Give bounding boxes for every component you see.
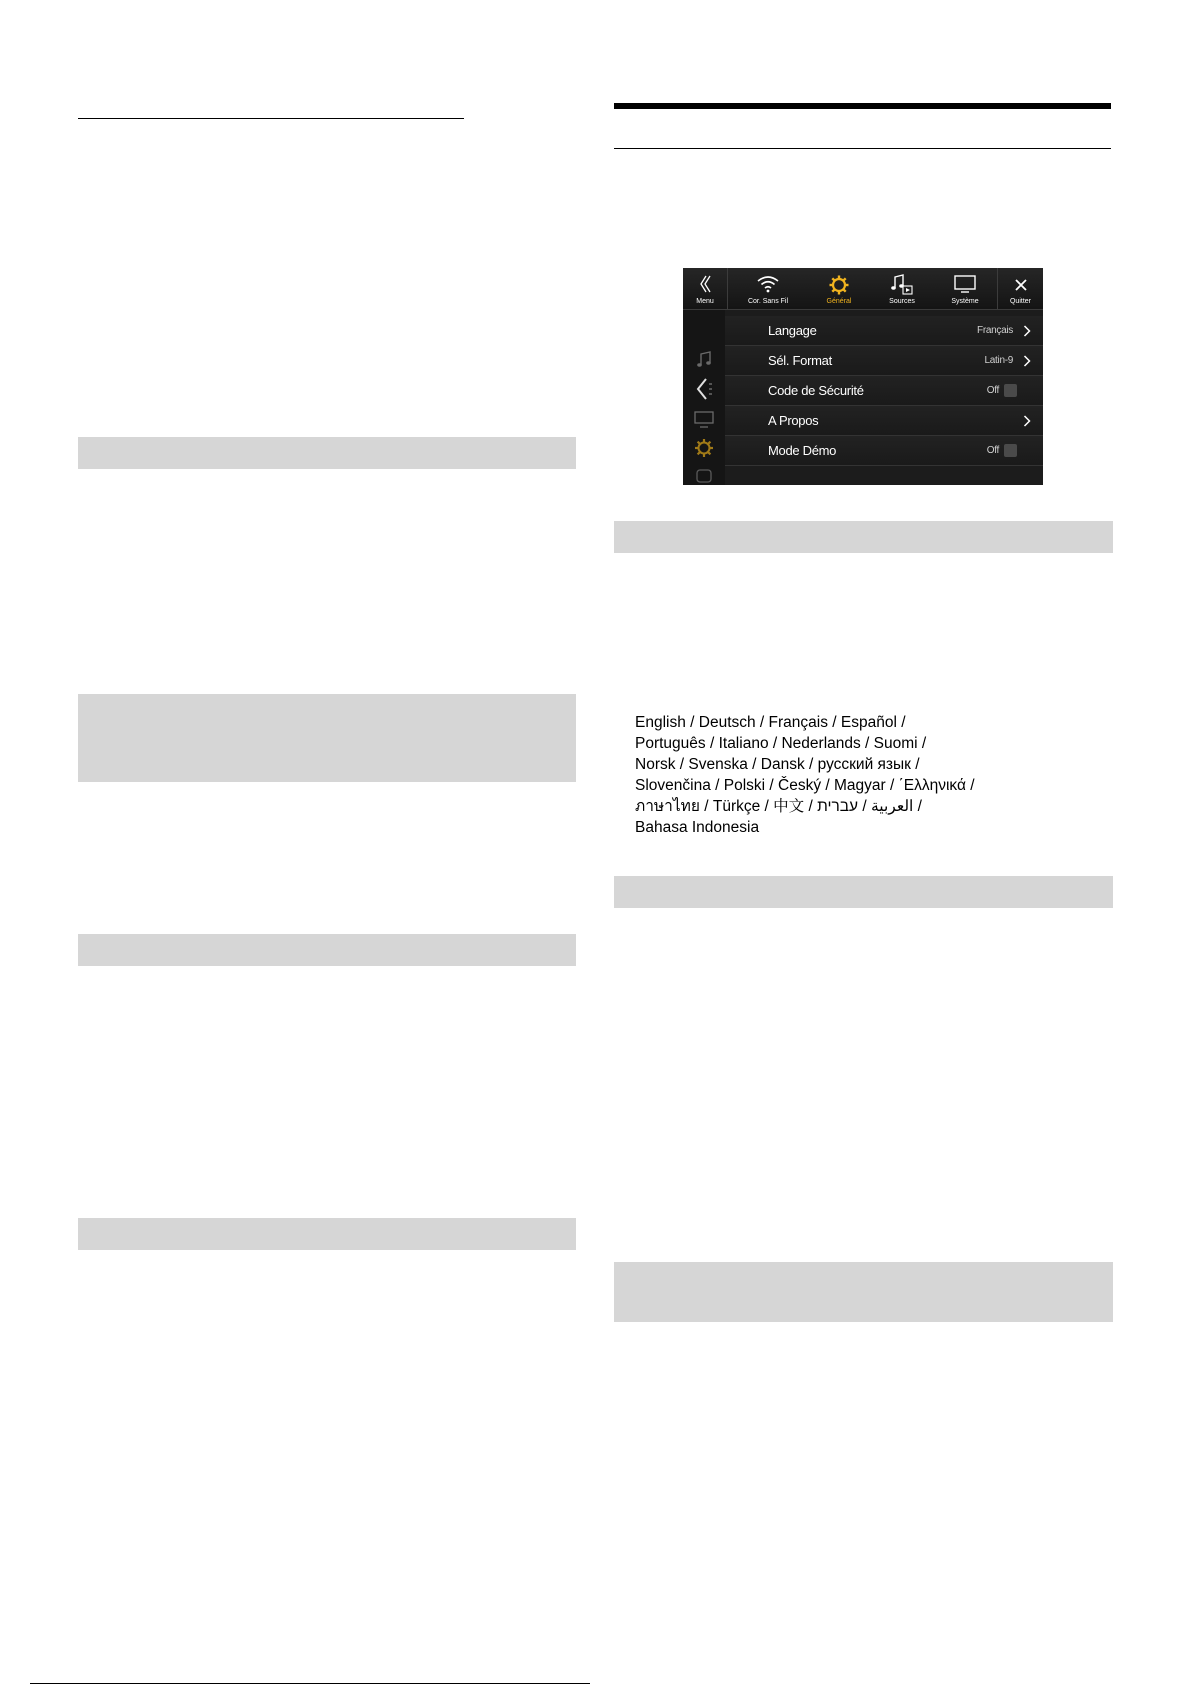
quit-button[interactable] <box>998 268 1043 309</box>
general-label: Général <box>826 298 852 305</box>
tab-general[interactable] <box>808 268 870 309</box>
row-label: Sél. Format <box>768 353 832 368</box>
language-line: ภาษาไทย / Türkçe / 中文 / العربية / עברית / <box>635 798 922 815</box>
quit-label: Quitter <box>1009 298 1031 305</box>
row-value: Français <box>977 325 1013 336</box>
language-line: Português / Italiano / Nederlands / Suomi / <box>635 735 927 752</box>
security-code-toggle[interactable] <box>1004 384 1017 397</box>
left-band-2 <box>78 694 576 782</box>
language-list <box>635 712 1035 838</box>
right-thick-rule <box>614 103 1111 109</box>
sidebar-gear-icon[interactable] <box>693 437 715 459</box>
language-line: Norsk / Svenska / Dansk / русский язык / <box>635 756 920 773</box>
row-value: Off <box>986 445 999 456</box>
system-label: Système <box>951 298 979 305</box>
settings-row-format[interactable] <box>725 346 1043 376</box>
settings-row-security-code[interactable] <box>725 376 1043 406</box>
monitor-icon <box>953 274 977 294</box>
sidebar-car-icon[interactable] <box>693 466 715 485</box>
row-value: Latin-9 <box>984 355 1013 366</box>
back-chevron-icon <box>698 274 712 294</box>
sidebar-back-chevron-icon[interactable] <box>693 378 715 400</box>
menu-label: Menu <box>696 298 714 305</box>
left-band-1 <box>78 437 576 469</box>
row-value: Off <box>986 385 999 396</box>
demo-mode-toggle[interactable] <box>1004 444 1017 457</box>
device-sidebar <box>683 310 725 485</box>
tab-sources[interactable] <box>870 268 934 309</box>
right-thin-rule <box>614 148 1111 149</box>
row-label: Langage <box>768 323 817 338</box>
settings-row-demo-mode[interactable] <box>725 436 1043 466</box>
language-line: Bahasa Indonesia <box>635 819 760 836</box>
row-label: Mode Démo <box>768 443 837 458</box>
right-band-1 <box>614 521 1113 553</box>
tab-system[interactable] <box>934 268 996 309</box>
left-band-4 <box>78 1218 576 1250</box>
music-note-icon[interactable] <box>693 349 715 371</box>
row-label: Code de Sécurité <box>768 383 864 398</box>
left-top-rule <box>78 118 464 119</box>
right-band-2 <box>614 876 1113 908</box>
sources-label: Sources <box>889 298 915 305</box>
tab-wireless[interactable] <box>728 268 808 309</box>
close-icon <box>1013 277 1029 293</box>
left-band-3 <box>78 934 576 966</box>
language-line: English / Deutsch / Français / Español / <box>635 714 906 731</box>
settings-row-about[interactable] <box>725 406 1043 436</box>
menu-button[interactable] <box>683 268 727 309</box>
chevron-right-icon <box>1023 355 1031 367</box>
settings-row-language[interactable] <box>725 316 1043 346</box>
row-label: A Propos <box>768 413 819 428</box>
wifi-label: Cor. Sans Fil <box>747 298 789 305</box>
right-band-3 <box>614 1262 1113 1322</box>
gear-icon <box>828 274 850 296</box>
device-top-bar <box>683 268 1043 310</box>
chevron-right-icon <box>1023 415 1031 427</box>
bottom-rule <box>30 1683 590 1684</box>
device-screenshot <box>683 268 1043 485</box>
chevron-right-icon <box>1023 325 1031 337</box>
language-line: Slovenčina / Polski / Český / Magyar / ΄Ελληνικά / <box>635 777 975 794</box>
sources-music-icon <box>890 274 914 296</box>
wifi-icon <box>756 274 780 294</box>
sidebar-monitor-icon[interactable] <box>693 408 715 430</box>
